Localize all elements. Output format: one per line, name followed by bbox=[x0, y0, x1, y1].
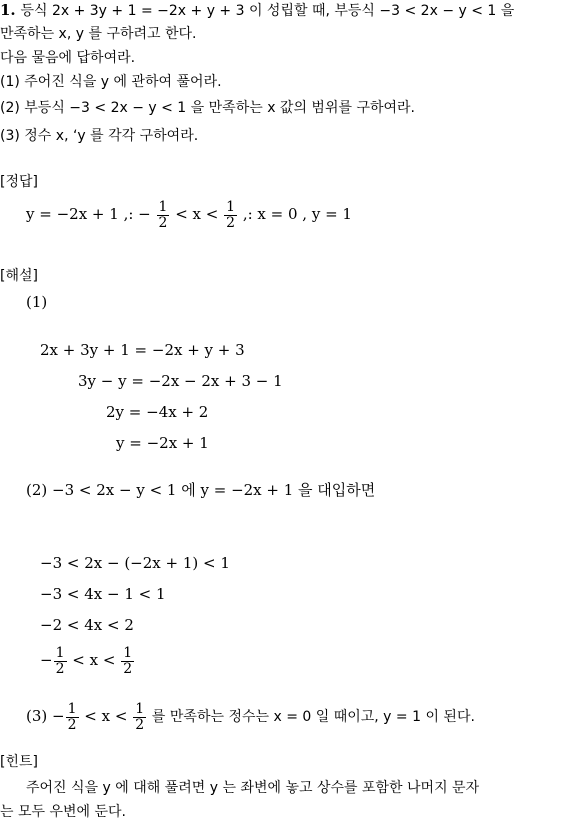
answer-fraction-2: $\frac{1}{2}$ bbox=[226, 198, 236, 231]
answer-part-c: ,: x = 0 , y = 1 bbox=[242, 205, 352, 223]
question-3: (3) 정수 x, ‘y 를 각각 구하여라. bbox=[0, 128, 199, 144]
solution-heading: [해설] bbox=[0, 268, 38, 284]
solution-2-eq-2: −3 < 4x − 1 < 1 bbox=[40, 585, 166, 603]
solution-1-eq-4: y = −2x + 1 bbox=[116, 434, 209, 452]
problem-statement-3: 다음 물음에 답하여라. bbox=[0, 50, 136, 66]
solution-2-eq-4: − $\frac{1}{2}$ < x < $\frac{1}{2}$ bbox=[40, 644, 133, 677]
question-2: (2) 부등식 −3 < 2x − y < 1 을 만족하는 x 값의 범위를 구하여라. bbox=[0, 100, 415, 116]
problem-line-1 bbox=[0, 0, 514, 21]
solution-part-1-label: (1) bbox=[26, 293, 48, 311]
solution-part-2-intro: (2) −3 < 2x − y < 1 에 y = −2x + 1 을 대입하면 bbox=[26, 481, 376, 499]
answer-part-a: y = −2x + 1 ,: − bbox=[26, 205, 151, 223]
problem-statement-1: 등식 2x + 3y + 1 = −2x + y + 3 이 성립할 때, 부등식 −3 < 2x − y < 1 을 bbox=[20, 3, 515, 19]
hint-line-1: 주어진 식을 y 에 대해 풀려면 y 는 좌변에 놓고 상수를 포함한 나머지 문자 bbox=[26, 780, 480, 796]
solution-part-3: (3) − $\frac{1}{2}$ < x < $\frac{1}{2}$ 를 만족하는 정수는 x = 0 일 때이고, y = 1 이 된다. bbox=[26, 700, 475, 733]
hint-line-2: 는 모두 우변에 둔다. bbox=[0, 804, 126, 820]
answer-part-b: < x < bbox=[175, 205, 219, 223]
solution-1-eq-2: 3y − y = −2x − 2x + 3 − 1 bbox=[78, 372, 283, 390]
problem-number: 1. bbox=[0, 1, 16, 19]
solution-2-eq-3: −2 < 4x < 2 bbox=[40, 616, 134, 634]
question-1: (1) 주어진 식을 y 에 관하여 풀어라. bbox=[0, 74, 222, 90]
solution-1-eq-1: 2x + 3y + 1 = −2x + y + 3 bbox=[40, 341, 245, 359]
answer-heading: [정답] bbox=[0, 174, 38, 190]
solution-1-eq-3: 2y = −4x + 2 bbox=[106, 403, 209, 421]
answer-fraction-1: $\frac{1}{2}$ bbox=[158, 198, 168, 231]
problem-statement-2: 만족하는 x, y 를 구하려고 한다. bbox=[0, 26, 197, 42]
hint-heading: [힌트] bbox=[0, 754, 38, 770]
answer-line bbox=[26, 196, 352, 232]
solution-2-eq-1: −3 < 2x − (−2x + 1) < 1 bbox=[40, 554, 230, 572]
